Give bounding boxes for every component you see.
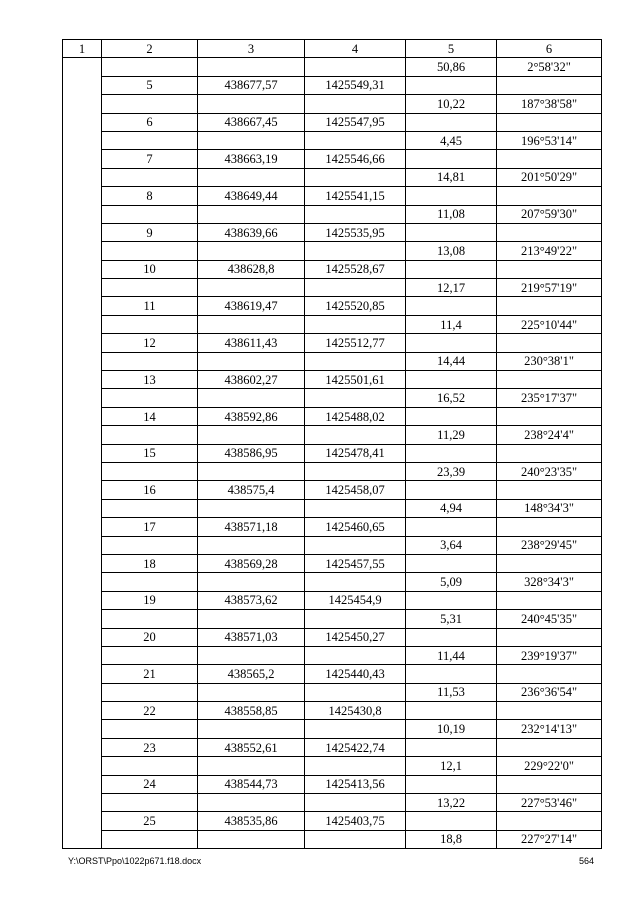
point-number-cell: 14 (102, 407, 198, 425)
segment-distance-cell: 4,94 (406, 499, 497, 517)
empty-cell (102, 462, 198, 480)
empty-cell (497, 297, 602, 315)
empty-cell (497, 665, 602, 683)
segment-distance-cell: 11,44 (406, 646, 497, 664)
y-coordinate-cell: 1425528,67 (305, 260, 406, 278)
y-coordinate-cell: 1425520,85 (305, 297, 406, 315)
point-number-cell: 12 (102, 334, 198, 352)
empty-cell (497, 554, 602, 572)
empty-cell (305, 536, 406, 554)
segment-angle-cell: 148°34'3" (497, 499, 602, 517)
y-coordinate-cell: 1425454,9 (305, 591, 406, 609)
empty-cell (497, 775, 602, 793)
point-number-cell: 5 (102, 76, 198, 94)
x-coordinate-cell: 438628,8 (198, 260, 305, 278)
table-row (63, 683, 602, 701)
table-row (63, 58, 602, 76)
empty-cell (305, 646, 406, 664)
segment-distance-cell: 14,81 (406, 168, 497, 186)
y-coordinate-cell: 1425458,07 (305, 481, 406, 499)
empty-cell (305, 389, 406, 407)
segment-distance-cell: 11,29 (406, 426, 497, 444)
point-number-cell: 23 (102, 738, 198, 756)
table-row (63, 242, 602, 260)
table-row (63, 720, 602, 738)
segment-angle-cell: 240°23'35" (497, 462, 602, 480)
empty-cell (198, 757, 305, 775)
segment-angle-cell: 196°53'14" (497, 131, 602, 149)
empty-cell (406, 334, 497, 352)
segment-distance-cell: 13,22 (406, 794, 497, 812)
y-coordinate-cell: 1425413,56 (305, 775, 406, 793)
empty-cell (406, 187, 497, 205)
footer-file-path: Y:\ORST\Ppo\1022p671.f18.docx (68, 856, 202, 866)
table-row (63, 389, 602, 407)
empty-cell (406, 812, 497, 830)
y-coordinate-cell: 1425547,95 (305, 113, 406, 131)
empty-cell (198, 131, 305, 149)
empty-cell (497, 591, 602, 609)
empty-cell (305, 462, 406, 480)
point-number-cell: 8 (102, 187, 198, 205)
empty-cell (102, 131, 198, 149)
empty-cell (102, 830, 198, 848)
empty-cell (198, 499, 305, 517)
y-coordinate-cell: 1425546,66 (305, 150, 406, 168)
x-coordinate-cell: 438571,18 (198, 518, 305, 536)
empty-cell (198, 573, 305, 591)
empty-cell (406, 407, 497, 425)
x-coordinate-cell: 438663,19 (198, 150, 305, 168)
empty-cell (305, 573, 406, 591)
empty-cell (198, 95, 305, 113)
empty-cell (102, 536, 198, 554)
point-number-cell: 25 (102, 812, 198, 830)
point-number-cell: 15 (102, 444, 198, 462)
table-row (63, 352, 602, 370)
x-coordinate-cell: 438649,44 (198, 187, 305, 205)
empty-cell (305, 242, 406, 260)
segment-angle-cell: 207°59'30" (497, 205, 602, 223)
x-coordinate-cell: 438552,61 (198, 738, 305, 756)
column-header: 6 (497, 40, 602, 58)
empty-cell (198, 720, 305, 738)
empty-cell (406, 554, 497, 572)
table-row (63, 187, 602, 205)
empty-cell (198, 646, 305, 664)
empty-cell (102, 242, 198, 260)
empty-cell (198, 352, 305, 370)
empty-cell (198, 58, 305, 76)
x-coordinate-cell: 438667,45 (198, 113, 305, 131)
y-coordinate-cell: 1425460,65 (305, 518, 406, 536)
table-row (63, 205, 602, 223)
x-coordinate-cell: 438602,27 (198, 371, 305, 389)
segment-angle-cell: 238°24'4" (497, 426, 602, 444)
x-coordinate-cell: 438569,28 (198, 554, 305, 572)
empty-cell (102, 610, 198, 628)
empty-cell (497, 702, 602, 720)
table-row (63, 297, 602, 315)
empty-cell (406, 665, 497, 683)
empty-cell (198, 610, 305, 628)
empty-cell (102, 573, 198, 591)
table-row (63, 150, 602, 168)
empty-cell (198, 830, 305, 848)
x-coordinate-cell: 438619,47 (198, 297, 305, 315)
x-coordinate-cell: 438575,4 (198, 481, 305, 499)
point-number-cell: 20 (102, 628, 198, 646)
x-coordinate-cell: 438571,03 (198, 628, 305, 646)
table-row (63, 260, 602, 278)
column-header: 1 (63, 40, 102, 58)
y-coordinate-cell: 1425535,95 (305, 223, 406, 241)
segment-distance-cell: 11,08 (406, 205, 497, 223)
y-coordinate-cell: 1425403,75 (305, 812, 406, 830)
segment-angle-cell: 227°27'14" (497, 830, 602, 848)
column-header: 2 (102, 40, 198, 58)
segment-distance-cell: 4,45 (406, 131, 497, 149)
empty-cell (198, 794, 305, 812)
point-number-cell: 16 (102, 481, 198, 499)
empty-cell (305, 610, 406, 628)
point-number-cell: 21 (102, 665, 198, 683)
column-header: 5 (406, 40, 497, 58)
y-coordinate-cell: 1425541,15 (305, 187, 406, 205)
segment-distance-cell: 3,64 (406, 536, 497, 554)
table-row (63, 426, 602, 444)
empty-cell (497, 444, 602, 462)
table-row (63, 665, 602, 683)
empty-cell (497, 371, 602, 389)
segment-distance-cell: 23,39 (406, 462, 497, 480)
empty-cell (102, 794, 198, 812)
segment-angle-cell: 239°19'37" (497, 646, 602, 664)
table-row (63, 554, 602, 572)
empty-cell (198, 426, 305, 444)
empty-cell (406, 150, 497, 168)
table-row (63, 775, 602, 793)
table-row (63, 794, 602, 812)
x-coordinate-cell: 438586,95 (198, 444, 305, 462)
empty-cell (198, 205, 305, 223)
table-row (63, 610, 602, 628)
empty-cell (198, 536, 305, 554)
empty-cell (102, 426, 198, 444)
table-row (63, 628, 602, 646)
segment-angle-cell: 238°29'45" (497, 536, 602, 554)
table-row (63, 407, 602, 425)
table-row (63, 757, 602, 775)
merged-column-1-cell (63, 58, 102, 849)
segment-distance-cell: 13,08 (406, 242, 497, 260)
empty-cell (497, 187, 602, 205)
table-row (63, 334, 602, 352)
table-row (63, 168, 602, 186)
empty-cell (497, 223, 602, 241)
table-row (63, 738, 602, 756)
table-row (63, 536, 602, 554)
x-coordinate-cell: 438592,86 (198, 407, 305, 425)
x-coordinate-cell: 438573,62 (198, 591, 305, 609)
table-row (63, 573, 602, 591)
segment-distance-cell: 5,31 (406, 610, 497, 628)
point-number-cell: 9 (102, 223, 198, 241)
empty-cell (406, 371, 497, 389)
empty-cell (102, 95, 198, 113)
y-coordinate-cell: 1425488,02 (305, 407, 406, 425)
empty-cell (406, 591, 497, 609)
segment-distance-cell: 11,4 (406, 315, 497, 333)
segment-angle-cell: 225°10'44" (497, 315, 602, 333)
point-number-cell: 11 (102, 297, 198, 315)
table-row (63, 444, 602, 462)
empty-cell (305, 315, 406, 333)
empty-cell (198, 168, 305, 186)
y-coordinate-cell: 1425457,55 (305, 554, 406, 572)
empty-cell (406, 297, 497, 315)
empty-cell (406, 113, 497, 131)
segment-angle-cell: 219°57'19" (497, 279, 602, 297)
table-row (63, 462, 602, 480)
table-row (63, 499, 602, 517)
empty-cell (406, 738, 497, 756)
segment-distance-cell: 16,52 (406, 389, 497, 407)
empty-cell (102, 683, 198, 701)
empty-cell (198, 279, 305, 297)
segment-angle-cell: 229°22'0" (497, 757, 602, 775)
empty-cell (102, 279, 198, 297)
y-coordinate-cell: 1425430,8 (305, 702, 406, 720)
empty-cell (102, 168, 198, 186)
header-row (63, 40, 602, 58)
empty-cell (198, 242, 305, 260)
empty-cell (305, 95, 406, 113)
x-coordinate-cell: 438544,73 (198, 775, 305, 793)
y-coordinate-cell: 1425549,31 (305, 76, 406, 94)
y-coordinate-cell: 1425501,61 (305, 371, 406, 389)
table-row (63, 315, 602, 333)
point-number-cell: 24 (102, 775, 198, 793)
segment-distance-cell: 10,19 (406, 720, 497, 738)
empty-cell (497, 334, 602, 352)
table-row (63, 131, 602, 149)
x-coordinate-cell: 438639,66 (198, 223, 305, 241)
point-number-cell: 13 (102, 371, 198, 389)
table-row (63, 518, 602, 536)
empty-cell (406, 481, 497, 499)
empty-cell (305, 168, 406, 186)
segment-distance-cell: 14,44 (406, 352, 497, 370)
coordinates-table (62, 39, 602, 849)
empty-cell (198, 315, 305, 333)
empty-cell (497, 812, 602, 830)
empty-cell (497, 518, 602, 536)
empty-cell (497, 738, 602, 756)
table-row (63, 830, 602, 848)
segment-angle-cell: 240°45'35" (497, 610, 602, 628)
segment-distance-cell: 12,17 (406, 279, 497, 297)
point-number-cell: 17 (102, 518, 198, 536)
y-coordinate-cell: 1425440,43 (305, 665, 406, 683)
empty-cell (406, 444, 497, 462)
empty-cell (497, 481, 602, 499)
segment-distance-cell: 50,86 (406, 58, 497, 76)
empty-cell (102, 205, 198, 223)
column-header: 4 (305, 40, 406, 58)
table-row (63, 481, 602, 499)
x-coordinate-cell: 438558,85 (198, 702, 305, 720)
point-number-cell: 18 (102, 554, 198, 572)
empty-cell (305, 720, 406, 738)
empty-cell (102, 646, 198, 664)
empty-cell (305, 830, 406, 848)
empty-cell (102, 58, 198, 76)
empty-cell (406, 702, 497, 720)
x-coordinate-cell: 438677,57 (198, 76, 305, 94)
empty-cell (305, 205, 406, 223)
segment-angle-cell: 213°49'22" (497, 242, 602, 260)
segment-angle-cell: 230°38'1" (497, 352, 602, 370)
empty-cell (406, 775, 497, 793)
segment-angle-cell: 201°50'29" (497, 168, 602, 186)
segment-angle-cell: 227°53'46" (497, 794, 602, 812)
empty-cell (305, 426, 406, 444)
x-coordinate-cell: 438565,2 (198, 665, 305, 683)
empty-cell (305, 499, 406, 517)
table-row (63, 95, 602, 113)
empty-cell (406, 628, 497, 646)
table-row (63, 113, 602, 131)
y-coordinate-cell: 1425478,41 (305, 444, 406, 462)
empty-cell (102, 352, 198, 370)
table-row (63, 223, 602, 241)
empty-cell (102, 757, 198, 775)
empty-cell (497, 628, 602, 646)
y-coordinate-cell: 1425450,27 (305, 628, 406, 646)
empty-cell (198, 389, 305, 407)
x-coordinate-cell: 438535,86 (198, 812, 305, 830)
segment-distance-cell: 11,53 (406, 683, 497, 701)
footer-page-number: 564 (579, 856, 595, 866)
empty-cell (102, 499, 198, 517)
empty-cell (305, 757, 406, 775)
table-row (63, 646, 602, 664)
empty-cell (305, 131, 406, 149)
empty-cell (406, 260, 497, 278)
point-number-cell: 7 (102, 150, 198, 168)
empty-cell (102, 389, 198, 407)
empty-cell (305, 683, 406, 701)
column-header: 3 (198, 40, 305, 58)
segment-angle-cell: 232°14'13" (497, 720, 602, 738)
empty-cell (305, 794, 406, 812)
table-row (63, 591, 602, 609)
point-number-cell: 6 (102, 113, 198, 131)
empty-cell (406, 223, 497, 241)
table-row (63, 76, 602, 94)
empty-cell (497, 113, 602, 131)
empty-cell (102, 720, 198, 738)
segment-distance-cell: 10,22 (406, 95, 497, 113)
segment-angle-cell: 187°38'58" (497, 95, 602, 113)
table-row (63, 279, 602, 297)
table-row (63, 812, 602, 830)
point-number-cell: 22 (102, 702, 198, 720)
segment-angle-cell: 328°34'3" (497, 573, 602, 591)
empty-cell (497, 407, 602, 425)
y-coordinate-cell: 1425512,77 (305, 334, 406, 352)
segment-angle-cell: 235°17'37" (497, 389, 602, 407)
segment-distance-cell: 18,8 (406, 830, 497, 848)
empty-cell (305, 58, 406, 76)
empty-cell (497, 150, 602, 168)
table-row (63, 371, 602, 389)
empty-cell (102, 315, 198, 333)
empty-cell (406, 518, 497, 536)
segment-distance-cell: 5,09 (406, 573, 497, 591)
point-number-cell: 19 (102, 591, 198, 609)
point-number-cell: 10 (102, 260, 198, 278)
x-coordinate-cell: 438611,43 (198, 334, 305, 352)
empty-cell (198, 683, 305, 701)
segment-distance-cell: 12,1 (406, 757, 497, 775)
empty-cell (198, 462, 305, 480)
table-body (63, 58, 602, 849)
segment-angle-cell: 236°36'54" (497, 683, 602, 701)
y-coordinate-cell: 1425422,74 (305, 738, 406, 756)
empty-cell (406, 76, 497, 94)
empty-cell (305, 279, 406, 297)
segment-angle-cell: 2°58'32" (497, 58, 602, 76)
empty-cell (305, 352, 406, 370)
empty-cell (497, 76, 602, 94)
table-row (63, 702, 602, 720)
empty-cell (497, 260, 602, 278)
